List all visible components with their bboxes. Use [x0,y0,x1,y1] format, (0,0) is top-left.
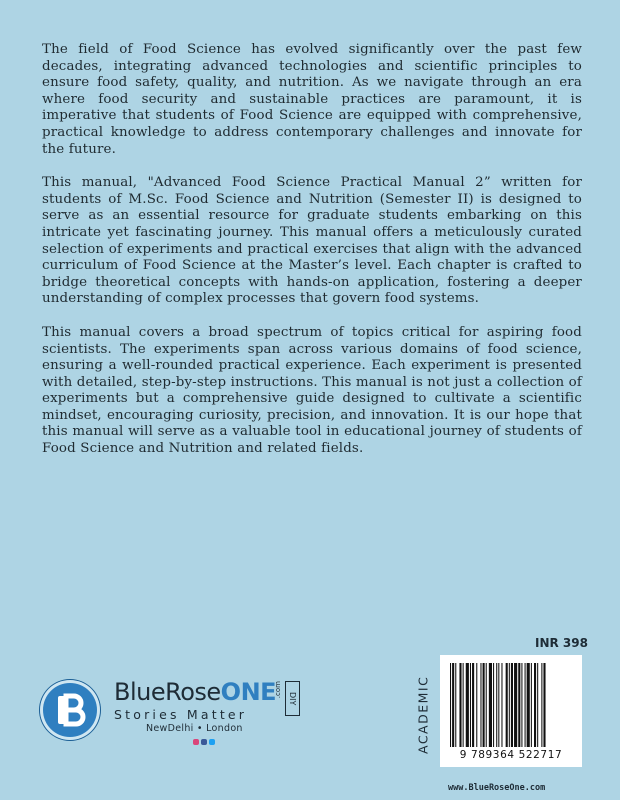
barcode-bar [455,663,456,747]
barcode-bar [501,663,502,747]
price-label: INR 398 [535,636,588,650]
paragraph-3: This manual covers a broad spectrum of topics critical for aspiring food scientists. The experiments span across various domains of food science, ensuring a well-rounded practical experience. Each experiment is presented with detailed, step-by-step instructions. This manual is not just a collection of experiments but a comprehensive guide designed to cultivate a scientific mindset, encouraging curiosity, precision, and innovation. It is our hope that this manual will serve as a valuable tool in educational journey of students of Food Science and Nutrition and related fields. [42,324,582,457]
barcode-bar [506,663,508,747]
barcode-bar [498,663,499,747]
publisher-name [114,678,276,706]
paragraph-2: This manual, "Advanced Food Science Practical Manual 2” written for students of M.Sc. Food Science and Nutrition (Semester II) is designed to serve as an essential resource for graduate students embarking on this intricate yet fascinating journey. This manual offers a meticulously curated selection of experiments and practical exercises that align with the advanced curriculum of Food Science at the Master’s level. Each chapter is crafted to bridge theoretical concepts with hands-on application, fostering a deeper understanding of complex processes that govern food systems. [42,175,582,307]
barcode-bar [472,663,474,747]
isbn-barcode [440,655,582,767]
barcode-bar [511,663,513,747]
publisher-name-part2: ONE [220,678,277,706]
barcode-bar [493,663,494,747]
barcode-bar [525,663,526,747]
isbn-number: 9 789364 522717 [459,749,563,761]
barcode-bar [521,663,522,747]
barcode-bar [496,663,497,747]
barcode-bar [459,663,461,747]
barcode-bar [450,663,451,747]
publisher-brand [114,678,276,722]
twitter-icon[interactable] [209,739,215,745]
facebook-icon[interactable] [201,739,207,745]
diy-badge: DIY [285,681,300,716]
barcode-bar [470,663,471,747]
publisher-domain: .com [274,681,282,699]
publisher-tagline: Stories Matter [114,707,248,722]
paragraph-1: The field of Food Science has evolved significantly over the past few decades, integrating advanced technologies and scientific principles to ensure food safety, quality, and nutrition. As we navigate through an era where food security and sustainable practices are paramount, it is imperative that students of Food Science are equipped with comprehensive, practical knowledge to address contemporary challenges and innovate for the future. [42,42,582,157]
barcode-bar [452,663,454,747]
barcode-icon [448,663,574,747]
publisher-website: www.BlueRoseOne.com [448,783,546,793]
barcode-bar [543,663,545,747]
instagram-icon[interactable] [193,739,199,745]
barcode-bar [483,663,485,747]
blurb-text [42,42,582,475]
barcode-bar [466,663,469,747]
barcode-bar [514,663,517,747]
barcode-bar [509,663,510,747]
barcode-bar [489,663,492,747]
social-icons [193,739,215,745]
barcode-bar [480,663,481,747]
barcode-bar [541,663,542,747]
barcode-bar [463,663,464,747]
publisher-logo-icon [40,680,100,740]
barcode-bar [531,663,532,747]
barcode-bar [537,663,538,747]
publisher-name-part1: BlueRose [114,678,221,706]
barcode-bar [534,663,536,747]
barcode-bar [476,663,477,747]
category-label: ACADEMIC [415,675,431,755]
barcode-bar [527,663,530,747]
publisher-cities: NewDelhi • London [146,723,243,734]
barcode-bar [518,663,520,747]
barcode-bar [486,663,487,747]
